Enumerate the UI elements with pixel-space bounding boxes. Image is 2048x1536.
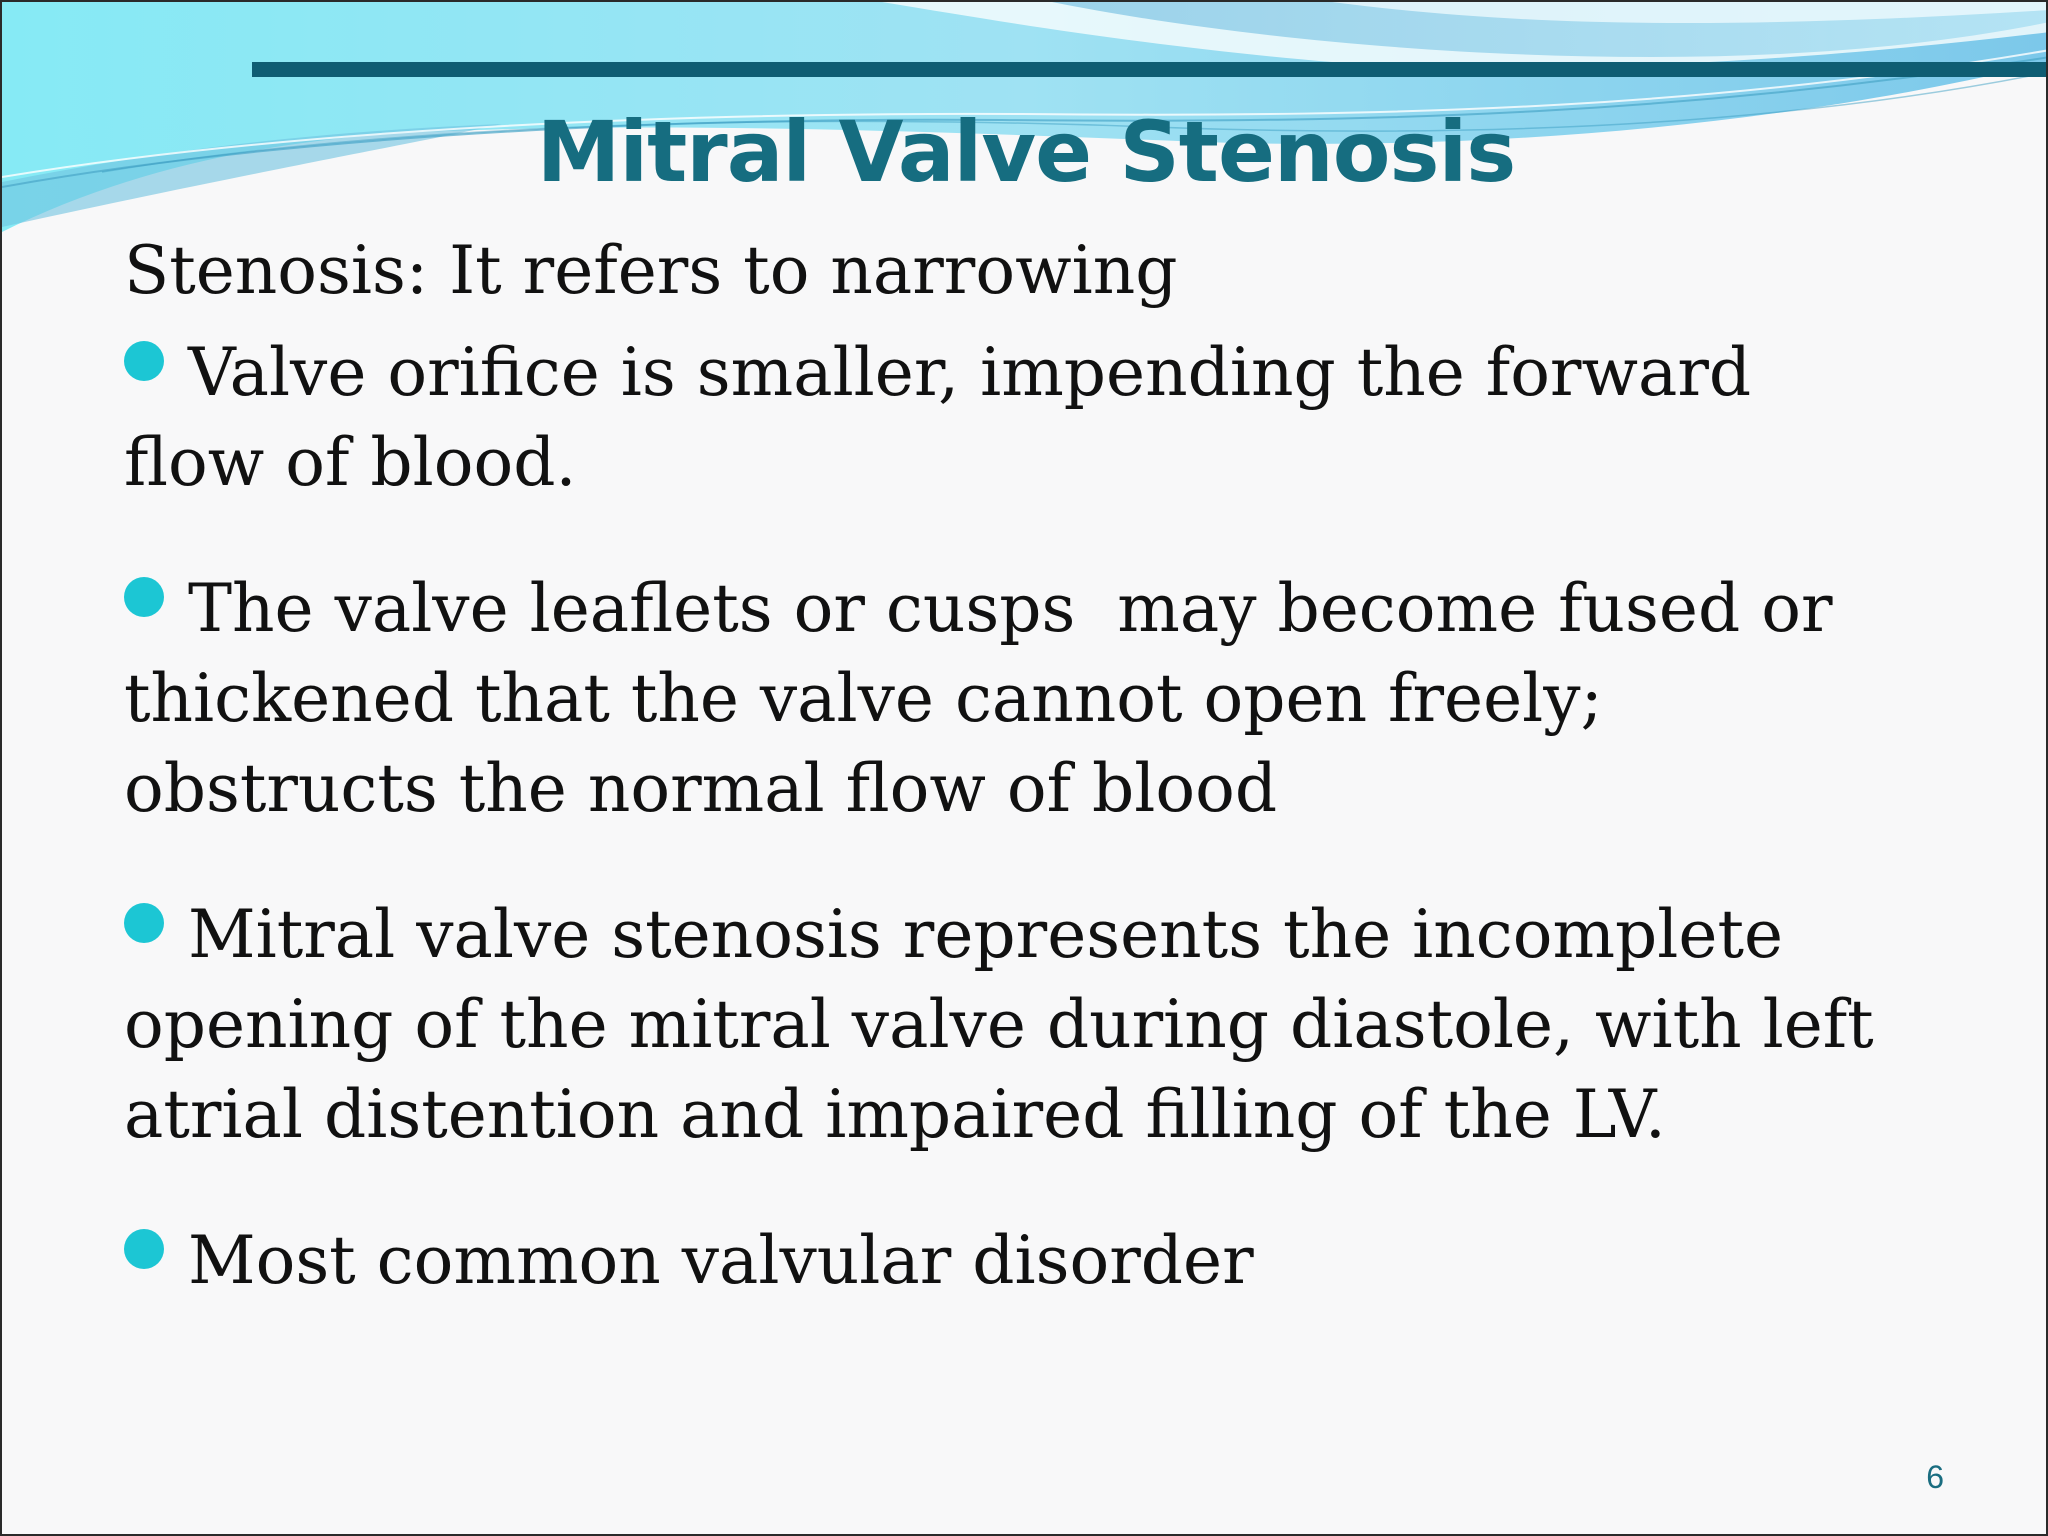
page-number: 6 xyxy=(1926,1459,1944,1495)
bullet-text: Mitral valve stenosis represents the incomplete opening of the mitral valve during diastole, with left atrial distention and impaired filling of the LV. xyxy=(124,896,1874,1153)
bullet-dot-icon xyxy=(124,341,164,381)
bullet-item xyxy=(124,564,1884,834)
bullet-item xyxy=(124,1216,1884,1306)
header-bar xyxy=(252,62,2048,77)
bullet-dot-icon xyxy=(124,1229,164,1269)
bullet-dot-icon xyxy=(124,577,164,617)
bullet-text: Most common valvular disorder xyxy=(188,1222,1254,1299)
slide-body xyxy=(124,226,1884,1362)
bullet-text: Valve orifice is smaller, impending the forward flow of blood. xyxy=(124,334,1752,501)
bullet-item xyxy=(124,328,1884,508)
slide-title: Mitral Valve Stenosis xyxy=(536,103,1516,201)
bullet-dot-icon xyxy=(124,903,164,943)
bullet-text: The valve leaflets or cusps may become fused or thickened that the valve cannot open freely; obstructs the normal flow of blood xyxy=(124,570,1854,827)
intro-text: Stenosis: It refers to narrowing xyxy=(124,232,1178,309)
bullet-item xyxy=(124,890,1884,1160)
